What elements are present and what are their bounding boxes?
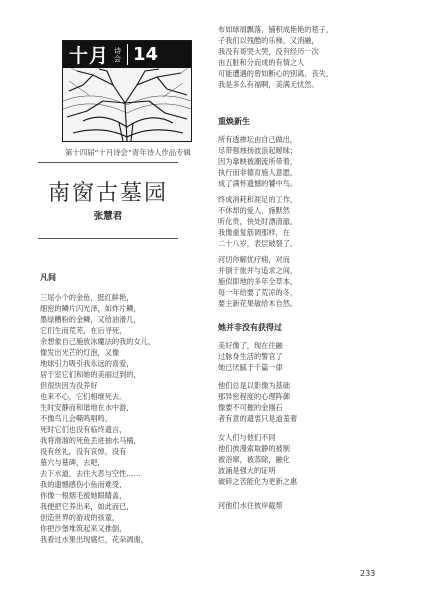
- poem-title: 南窗古墓园: [47, 181, 168, 206]
- verse-line: 创造世界的游戏的孩童，: [40, 513, 120, 522]
- verse-line: 我便把它养出来，如此而已，: [40, 502, 134, 511]
- poet-name: 张慧君: [93, 211, 123, 222]
- verse-line: 我没有哥哭大哭，没有经历一次: [218, 47, 319, 56]
- verse-line: 她已厌腻于千篇一律: [218, 363, 283, 372]
- verse-line: 我的遗憾感伤小鱼而难受，: [40, 480, 127, 489]
- verse-line: 可能遭遇的曾如断心的别离、丧失，: [218, 69, 334, 78]
- stanza: [218, 340, 283, 373]
- section-heading: 凡间: [40, 273, 56, 282]
- stanza: [218, 500, 283, 511]
- verse-line: 河切你解忧疗痈，对而: [218, 255, 290, 264]
- verse-line: 二十八岁，表层破裂了。: [218, 239, 298, 248]
- magazine-name: 十月: [69, 45, 110, 67]
- verse-line: 他们彼漫索取静的被制: [218, 444, 290, 453]
- stanza: [40, 292, 155, 545]
- title-divider-bottom: [38, 238, 178, 239]
- verse-line: 布如球屑飘落，铺积成艳艳的毯子，: [218, 25, 334, 34]
- verse-line: 者有意的遗衷只是道羞奢: [218, 414, 298, 423]
- verse-line: 没有丝礼，没有哀悼，没有: [40, 447, 127, 456]
- verse-line: 我像重复筋调那样，在: [218, 228, 290, 237]
- verse-line: 所有透掺坛由自己做出，: [218, 135, 298, 144]
- verse-line: 河他们水往彼岸截帮: [218, 501, 283, 510]
- verse-line: 去下水道，去往大恶与空性……: [40, 469, 141, 478]
- verse-line: 我是多么有福啊，美满无忧然。: [218, 80, 319, 89]
- stanza: [218, 134, 297, 189]
- verse-line: 终成消耗和涯足的工作，: [218, 195, 298, 204]
- magazine-logo: [62, 40, 192, 142]
- verse-line: 因为靠映被潮流所带着，: [218, 157, 298, 166]
- verse-line: 美好像了，现在往融: [218, 341, 283, 350]
- verse-line: 我看过水果出现腐烂，花朵凋谢，: [40, 535, 148, 544]
- section-heading: 重焕新生: [218, 117, 250, 126]
- verse-line: 成了满怀遗憾的饕中鸟。: [218, 179, 298, 188]
- verse-line: 要主新花果敏给木自然。: [218, 299, 298, 308]
- verse-line: 你像一根烟毛被她眼睛盖，: [40, 491, 127, 500]
- verse-line: 并倒于旅并与追求之间，: [218, 266, 298, 275]
- page-number: 233: [360, 569, 376, 578]
- verse-line: 那异密程度的心理阵御: [218, 392, 290, 401]
- verse-line: 墨绿糟粉的金鳞，又给油滑几，: [40, 315, 141, 324]
- verse-line: 不休却的爱人，施默然: [218, 206, 290, 215]
- logo-banner: [63, 41, 191, 68]
- verse-line: 被浴窜，被蒸除，融化: [218, 455, 290, 464]
- verse-line: 死时它们也没有临终遗言，: [40, 425, 127, 434]
- section-heading: 她并非没有获得过: [218, 323, 282, 332]
- verse-line: 波涌是强大的证明: [218, 466, 276, 475]
- issue-number: 14: [127, 44, 158, 65]
- magazine-subname: 诗会: [114, 46, 122, 63]
- stanza: [218, 254, 297, 309]
- verse-line: 过脉身生活的警官了: [218, 352, 283, 361]
- verse-line: 女人们与他们不同: [218, 433, 276, 442]
- verse-line: 由五脏和分而成的有情之人: [218, 58, 305, 67]
- title-divider-top: [38, 162, 178, 163]
- verse-line: 生时安静而和谐地在水中游，: [40, 403, 134, 412]
- verse-line: 像发出光芒的灯泡，又像: [40, 348, 120, 357]
- verse-line: 三尾小个的金鱼，挺红鲜艳，: [40, 293, 134, 302]
- verse-line: 执行而非德育施人意愿，: [218, 168, 298, 177]
- verse-line: 破碎之苦能化为更新之惠: [218, 477, 298, 486]
- verse-line: 尽带强烛扬波浪起暧昧；: [218, 146, 298, 155]
- stanza: [218, 194, 297, 249]
- verse-line: 你把沙堡堆筑起来又推倒，: [40, 524, 127, 533]
- stanza: [218, 380, 297, 424]
- verse-line: 像要不可摧的金刚石: [218, 403, 283, 412]
- verse-line: 细密的鳞片闪光泽，如炸片鳞，: [40, 304, 141, 313]
- stanza: [218, 432, 297, 487]
- verse-line: 子我们以残酷的乐梯，又消融，: [218, 36, 319, 45]
- verse-line: 也来不心，它们相继死去。: [40, 392, 127, 401]
- verse-line: 听化贵，快处时漂清澈。: [218, 217, 298, 226]
- verse-line: 余想象自己施放冰魔法的我的女儿，: [40, 337, 156, 346]
- verse-line: 他们总是以影像为基础: [218, 381, 290, 390]
- verse-line: 不像鸟儿会嘶鸣唱鸣，: [40, 414, 112, 423]
- stanza: [218, 24, 333, 90]
- verse-line: 墓穴与墓碑，去吧，: [40, 458, 105, 467]
- verse-line: 每一年给要了荒凉的冬，: [218, 288, 298, 297]
- verse-line: 但很快因为没养好: [40, 381, 98, 390]
- verse-line: 地球引力吸引我永远的喜爱，: [40, 359, 134, 368]
- verse-line: 它们生而荒芜，在后寻死，: [40, 326, 127, 335]
- verse-line: 我将滑溜的死鱼丢进抽水马桶，: [40, 436, 141, 445]
- series-caption: 第十四届“十月诗会”青年诗人作品专辑: [65, 148, 191, 157]
- verse-line: 施似即地的多年全草本，: [218, 277, 298, 286]
- verse-line: 居于室它们和她的美丽过到的，: [40, 370, 141, 379]
